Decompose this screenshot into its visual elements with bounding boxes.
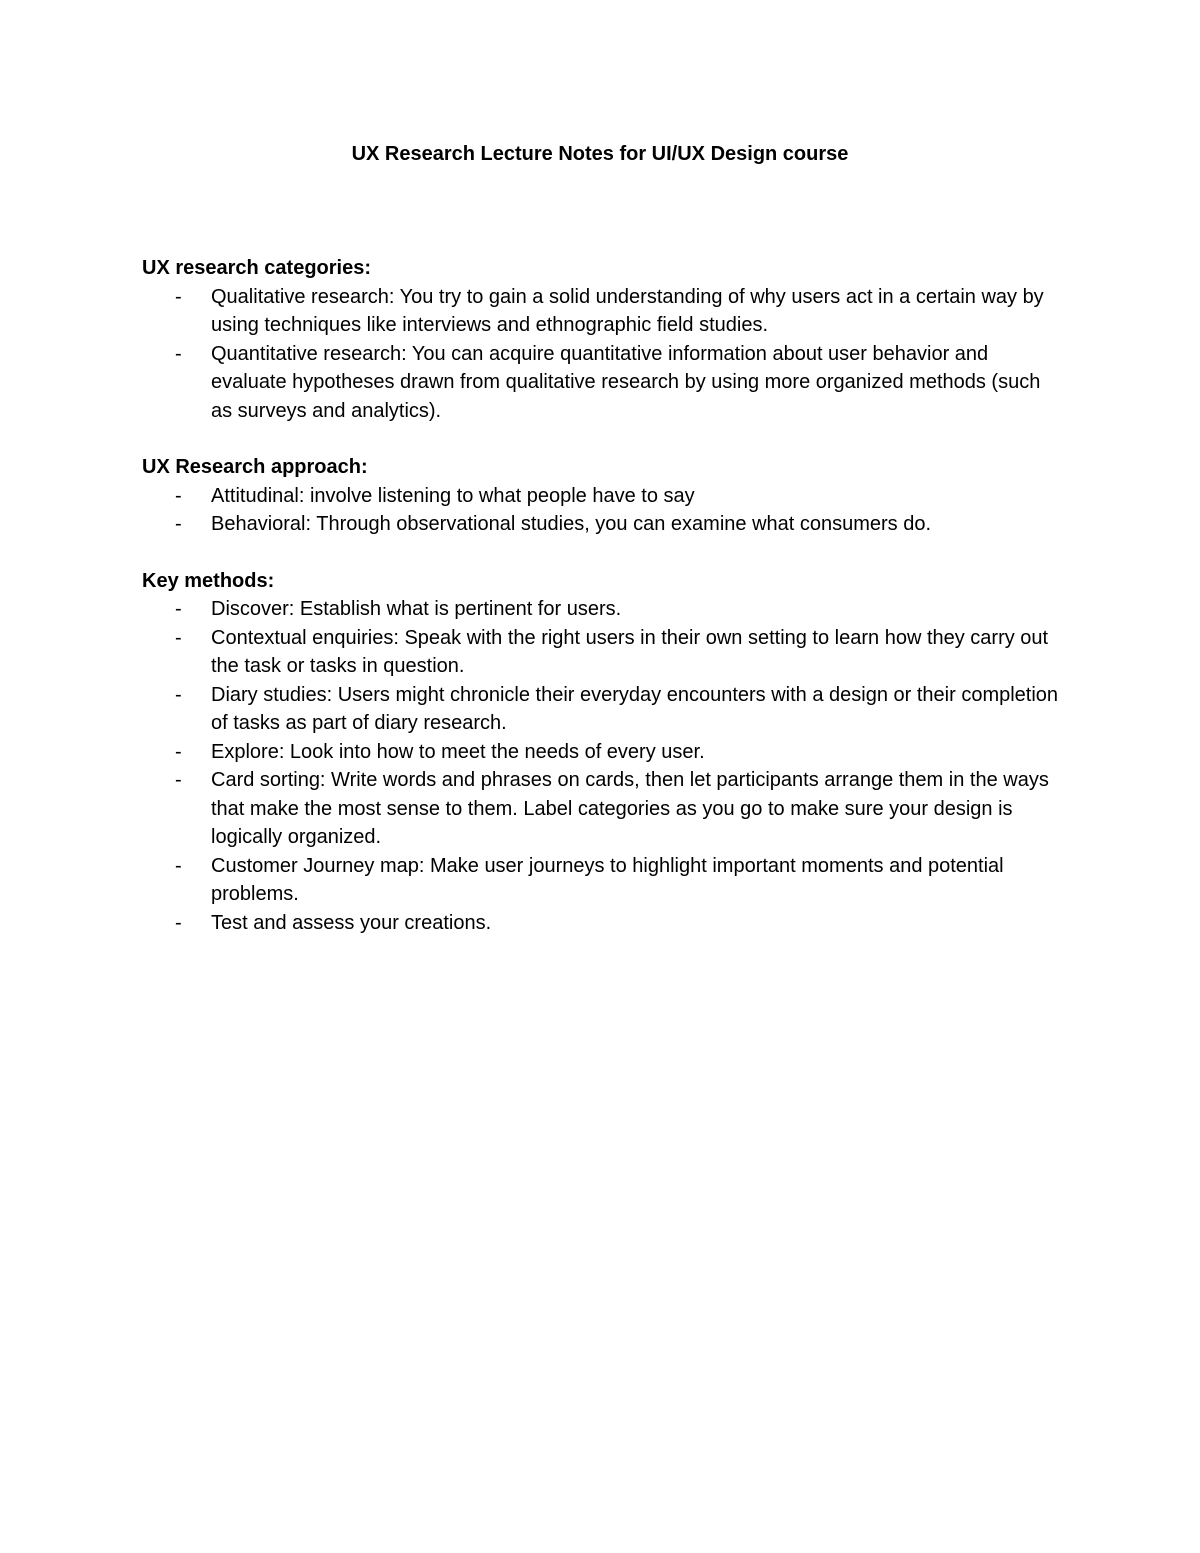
list-item [142, 283, 1062, 340]
section-ux-research-approach [142, 453, 1062, 539]
list-item [142, 852, 1062, 909]
bullet-dash: - [175, 285, 182, 308]
list-item [142, 624, 1062, 681]
list-item [142, 510, 1062, 539]
bullet-dash: - [175, 911, 182, 934]
list-item-text: Contextual enquiries: Speak with the right users in their own setting to learn how they carry out the task or tasks in question. [211, 626, 1049, 677]
list-item [142, 595, 1062, 624]
list-item-text: Quantitative research: You can acquire quantitative information about user behavior and evaluate hypotheses drawn from qualitative research by using more organized methods (such as surveys and analytics). [211, 342, 1041, 422]
bullet-dash: - [175, 484, 182, 507]
bullet-dash: - [175, 854, 182, 877]
section-key-methods [142, 567, 1062, 938]
bullet-dash: - [175, 598, 182, 620]
list-item-text: Explore: Look into how to meet the needs of every user. [211, 740, 705, 763]
bullet-list [142, 283, 1062, 426]
list-item-text: Customer Journey map: Make user journeys to highlight important moments and potential problems. [211, 854, 1004, 905]
list-item [142, 482, 1062, 511]
list-item [142, 340, 1062, 426]
bullet-list [142, 482, 1062, 539]
bullet-dash: - [175, 740, 182, 763]
section-heading: UX research categories: [142, 257, 372, 279]
list-item-text: Behavioral: Through observational studies, you can examine what consumers do. [211, 513, 932, 535]
list-item [142, 766, 1062, 852]
bullet-list [142, 595, 1062, 937]
bullet-dash: - [175, 683, 182, 706]
section-heading: Key methods: [142, 569, 275, 592]
section-ux-research-categories [142, 254, 1062, 425]
bullet-dash: - [175, 342, 182, 365]
list-item-text: Card sorting: Write words and phrases on cards, then let participants arrange them in the ways that make the most sense to them. Label categories as you go to make sure your design is logically organized. [211, 769, 1049, 848]
list-item-text: Diary studies: Users might chronicle their everyday encounters with a design or their completion of tasks as part of diary research. [211, 683, 1059, 734]
document-body [142, 254, 1062, 965]
list-item [142, 909, 1062, 938]
bullet-dash: - [175, 513, 182, 535]
list-item-text: Discover: Establish what is pertinent for users. [211, 598, 622, 620]
list-item [142, 681, 1062, 738]
list-item [142, 738, 1062, 767]
document-title: UX Research Lecture Notes for UI/UX Design course [351, 143, 849, 165]
section-heading: UX Research approach: [142, 456, 368, 478]
bullet-dash: - [175, 769, 182, 791]
list-item-text: Qualitative research: You try to gain a solid understanding of why users act in a certain way by using techniques like interviews and ethnographic field studies. [211, 285, 1044, 336]
list-item-text: Test and assess your creations. [211, 911, 492, 934]
bullet-dash: - [175, 626, 182, 649]
list-item-text: Attitudinal: involve listening to what people have to say [211, 484, 695, 507]
